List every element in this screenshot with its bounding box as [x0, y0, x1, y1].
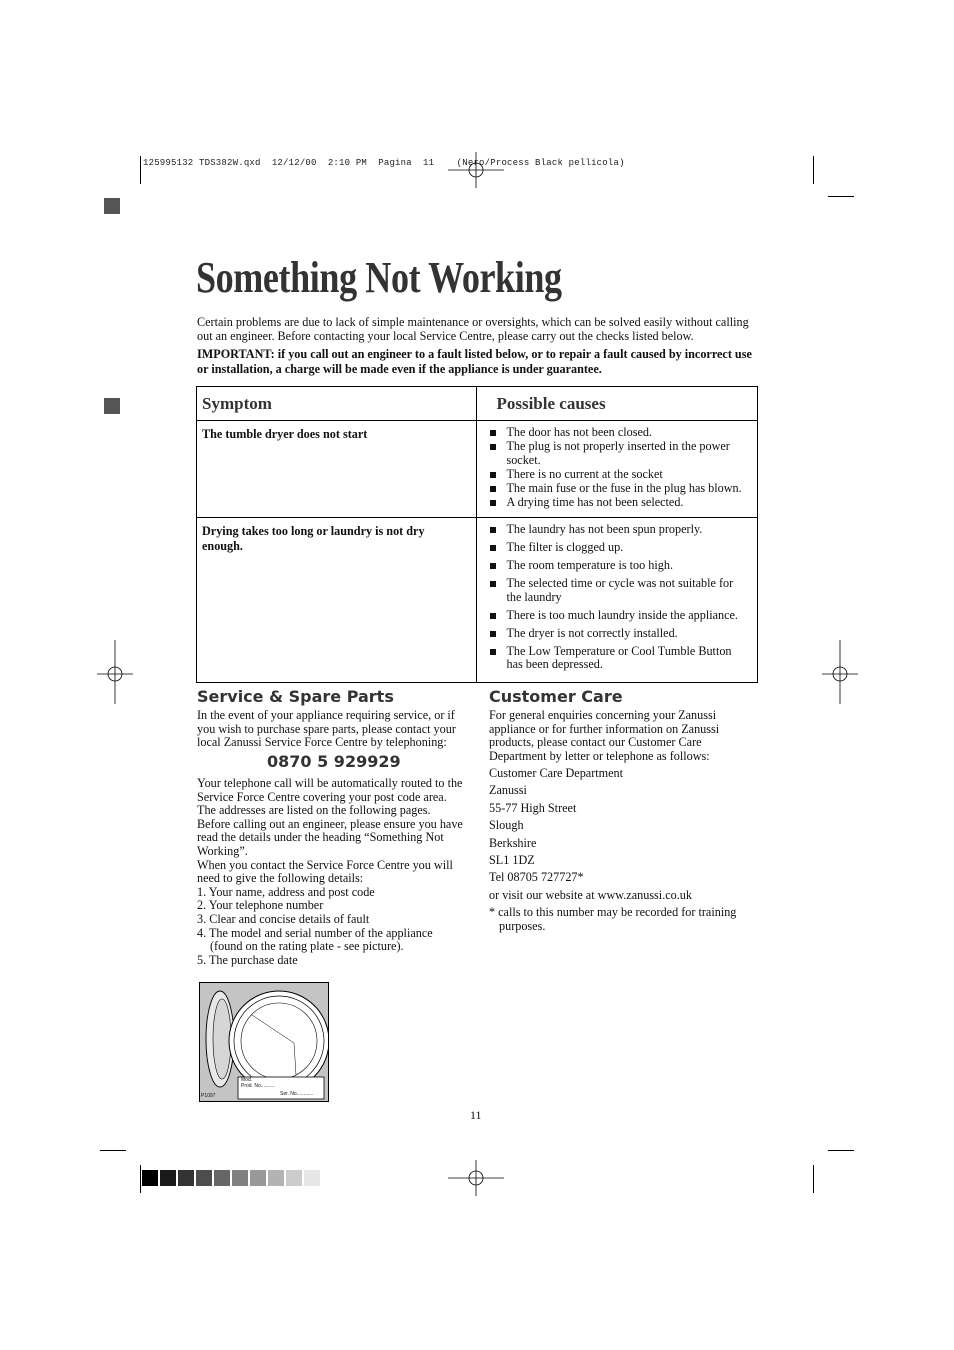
- details-list: [197, 886, 465, 968]
- color-swatch: [214, 1170, 230, 1186]
- list-item: The Low Temperature or Cool Tumble Button has been depressed.: [489, 645, 749, 672]
- service-phone-number: 0870 5 929929: [267, 752, 401, 771]
- page-number: 11: [470, 1108, 482, 1122]
- color-swatch: [250, 1170, 266, 1186]
- registration-target-icon: [448, 1160, 504, 1196]
- troubleshooting-table: [196, 386, 758, 683]
- rating-plate-picture: [199, 982, 329, 1102]
- customer-care-intro: For general enquiries concerning your Zanussi appliance or for further information on Zanussi products, please contact our Customer Care Department by letter or telephone as follows:: [489, 708, 720, 763]
- figure-code: P1097: [201, 1093, 216, 1099]
- possible-causes-header: Possible causes: [477, 387, 758, 421]
- rating-plate-prod: Prod. No..........: [241, 1083, 275, 1089]
- recording-note: * calls to this number may be recorded for training purposes.: [489, 905, 737, 933]
- registration-target-icon: [822, 640, 858, 704]
- list-item: (found on the rating plate - see picture).: [210, 939, 404, 954]
- crop-mark: [813, 156, 814, 184]
- list-item: The filter is clogged up.: [489, 541, 749, 555]
- crop-mark: [813, 1165, 814, 1193]
- color-swatch: [142, 1170, 158, 1186]
- list-item: 2. Your telephone number: [197, 898, 324, 913]
- symptom-header: Symptom: [197, 387, 477, 421]
- crop-mark: [140, 1165, 141, 1193]
- rating-plate-mod: Mod.: [241, 1077, 253, 1083]
- list-item: 5. The purchase date: [197, 952, 298, 967]
- service-heading: Service & Spare Parts: [197, 687, 394, 706]
- rating-plate-ser: Ser. No............: [280, 1091, 314, 1097]
- intro-paragraph: Certain problems are due to lack of simple maintenance or oversights, which can be solved easily without calling out an engineer. Before contacting your local Service Centre, please carry out the checks listed below.: [197, 315, 749, 343]
- service-intro: In the event of your appliance requiring service, or if you wish to purchase spare parts, please contact your local Zanussi Service Force Centre by telephoning:: [197, 708, 456, 750]
- crop-mark: [828, 1150, 854, 1151]
- list-item: The dryer is not correctly installed.: [489, 627, 749, 641]
- color-swatch: [304, 1170, 320, 1186]
- important-notice: IMPORTANT: if you call out an engineer to a fault listed below, or to repair a fault caused by incorrect use or installation, a charge will be made even if the appliance is under guarantee.: [197, 347, 752, 376]
- color-swatch: [178, 1170, 194, 1186]
- registration-target-icon: [97, 640, 133, 704]
- color-swatch: [268, 1170, 284, 1186]
- causes-list: [477, 518, 757, 682]
- list-item: The laundry has not been spun properly.: [489, 523, 749, 537]
- symptom-text: Drying takes too long or laundry is not dry enough.: [202, 524, 425, 553]
- list-item: The selected time or cycle was not suitable for the laundry: [489, 577, 749, 604]
- table-header-row: [197, 387, 758, 421]
- list-item: There is no current at the socket: [489, 468, 749, 482]
- page-title: Something Not Working: [196, 253, 562, 302]
- crop-mark: [140, 156, 141, 184]
- list-item: There is too much laundry inside the appliance.: [489, 609, 749, 623]
- list-item: A drying time has not been selected.: [489, 496, 749, 510]
- color-swatch: [232, 1170, 248, 1186]
- list-item: 1. Your name, address and post code: [197, 884, 375, 899]
- registration-square: [104, 398, 120, 414]
- color-swatch: [196, 1170, 212, 1186]
- color-swatch: [286, 1170, 302, 1186]
- list-item: The door has not been closed.: [489, 426, 749, 440]
- list-item: The room temperature is too high.: [489, 559, 749, 573]
- crop-mark: [828, 196, 854, 197]
- symptom-text: The tumble dryer does not start: [202, 427, 368, 441]
- list-item: The plug is not properly inserted in the power socket.: [489, 440, 749, 467]
- website-text: or visit our website at www.zanussi.co.uk: [489, 887, 692, 902]
- service-routing-text: Your telephone call will be automatically routed to the Service Force Centre covering your post code area. The addresses are listed on the following pages. Before calling out an engineer, please ensure you have read the details under the heading “Something Not Working”. When you contact the Service Force Centre you will need to give the following details: 1. Your name, address and post code 2. Your telephone number 3. Clear and concise details of fault 4. The model and serial number of the appliance (found on the rating plate - see picture). 5. The purchase date: [197, 777, 465, 967]
- customer-care-heading: Customer Care: [489, 687, 623, 706]
- list-item: The main fuse or the fuse in the plug has blown.: [489, 482, 749, 496]
- table-row: [197, 421, 758, 518]
- registration-square: [104, 198, 120, 214]
- registration-target-icon: [448, 152, 504, 188]
- crop-mark: [100, 1150, 126, 1151]
- customer-care-address: Customer Care Department Zanussi 55-77 High Street Slough Berkshire SL1 1DZ Tel 08705 727727* or visit our website at www.zanussi.co.uk * calls to this number may be recorded for training purposes.: [489, 767, 749, 937]
- print-slug-line: 125995132 TDS382W.qxd 12/12/00 2:10 PM Pagina 11 (Nero/Process Black pellicola): [143, 158, 625, 168]
- causes-list: [477, 421, 757, 516]
- color-swatch: [160, 1170, 176, 1186]
- list-item: 3. Clear and concise details of fault: [197, 911, 370, 926]
- table-row: [197, 518, 758, 683]
- list-item: 4. The model and serial number of the appliance: [197, 925, 433, 940]
